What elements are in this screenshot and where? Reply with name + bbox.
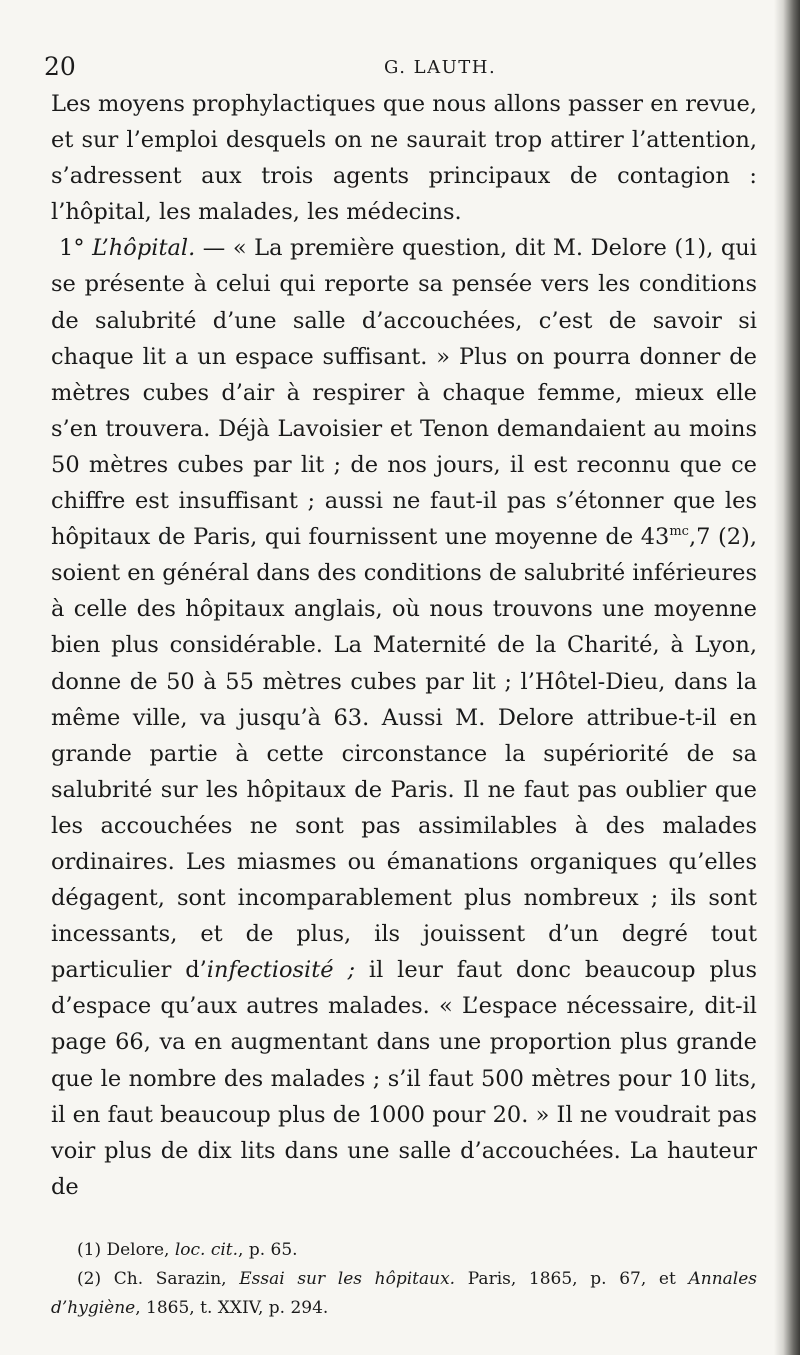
page-edge-shadow [774, 0, 800, 1355]
paragraph-1: Les moyens prophylactiques que nous allons passer en revue, et sur l’emploi desquels on ne saurait trop attirer l’attention, s’adressent aux trois agents principaux de contagion : l’hôpital, les malades, les médecins. [51, 91, 757, 226]
page-header [44, 52, 756, 86]
italic-text: Annales d’hygiène [51, 1269, 757, 1318]
running-head: G. LAUTH. [384, 57, 497, 78]
page-number: 20 [44, 52, 76, 81]
superscript-unit: mc [669, 524, 689, 540]
italic-text: Essai sur les hôpitaux. [239, 1269, 456, 1289]
main-text [51, 86, 757, 1205]
footnote-2: (2) Ch. Sarazin, Essai sur les hôpitaux. Paris, 1865, p. 67, et Annales d’hygiène, 1865, t. XXIV, p. 294. [51, 1269, 757, 1318]
italic-text: loc. cit. [174, 1240, 239, 1260]
italic-text: infectiosité ; [206, 957, 356, 984]
paragraph-2: 1° L’hôpital. — « La première question, dit M. Delore (1), qui se présente à celui qui reporte sa pensée vers les conditions de salubrité d’une salle d’accouchées, c’est de savoir si chaque lit a un espace suffisant. » Plus on pourra donner de mètres cubes d’air à respirer à chaque femme, mieux elle s’en trouvera. Déjà Lavoisier et Tenon demandaient au moins 50 mètres cubes par lit ; de nos jours, il est reconnu que ce chiffre est insuffisant ; aussi ne faut-il pas s’étonner que les hôpitaux de Paris, qui fournissent une moyenne de $43^{mc},7$ (2), soient en général dans des conditions de salubrité inférieures à celle des hôpitaux anglais, où nous trouvons une moyenne bien plus considérable. La Maternité de la Charité, à Lyon, donne de 50 à 55 mètres cubes par lit ; l’Hôtel-Dieu, dans la même ville, va jusqu’à 63. Aussi M. Delore attribue-t-il en grande partie à cette circonstance la supériorité de sa salubrité sur les hôpitaux de Paris. Il ne faut pas oublier que les accouchées ne sont pas assimilables à des malades ordinaires. Les miasmes ou émanations organiques qu’elles dégagent, sont incomparablement plus nombreux ; ils sont incessants, et de plus, ils jouissent d’un degré tout particulier d’infectiosité ; il leur faut donc beaucoup plus d’espace qu’aux autres malades. « L’espace nécessaire, dit-il page 66, va en augmentant dans une proportion plus grande que le nombre des malades ; s’il faut 500 mètres pour 10 lits, il en faut beaucoup plus de 1000 pour 20. » Il ne voudrait pas voir plus de dix lits dans une salle d’accouchées. La hauteur de [51, 235, 758, 1200]
italic-text: L’hôpital. [92, 235, 196, 262]
footnote-1: (1) Delore, loc. cit., p. 65. [77, 1240, 298, 1260]
footnotes [51, 1236, 757, 1323]
